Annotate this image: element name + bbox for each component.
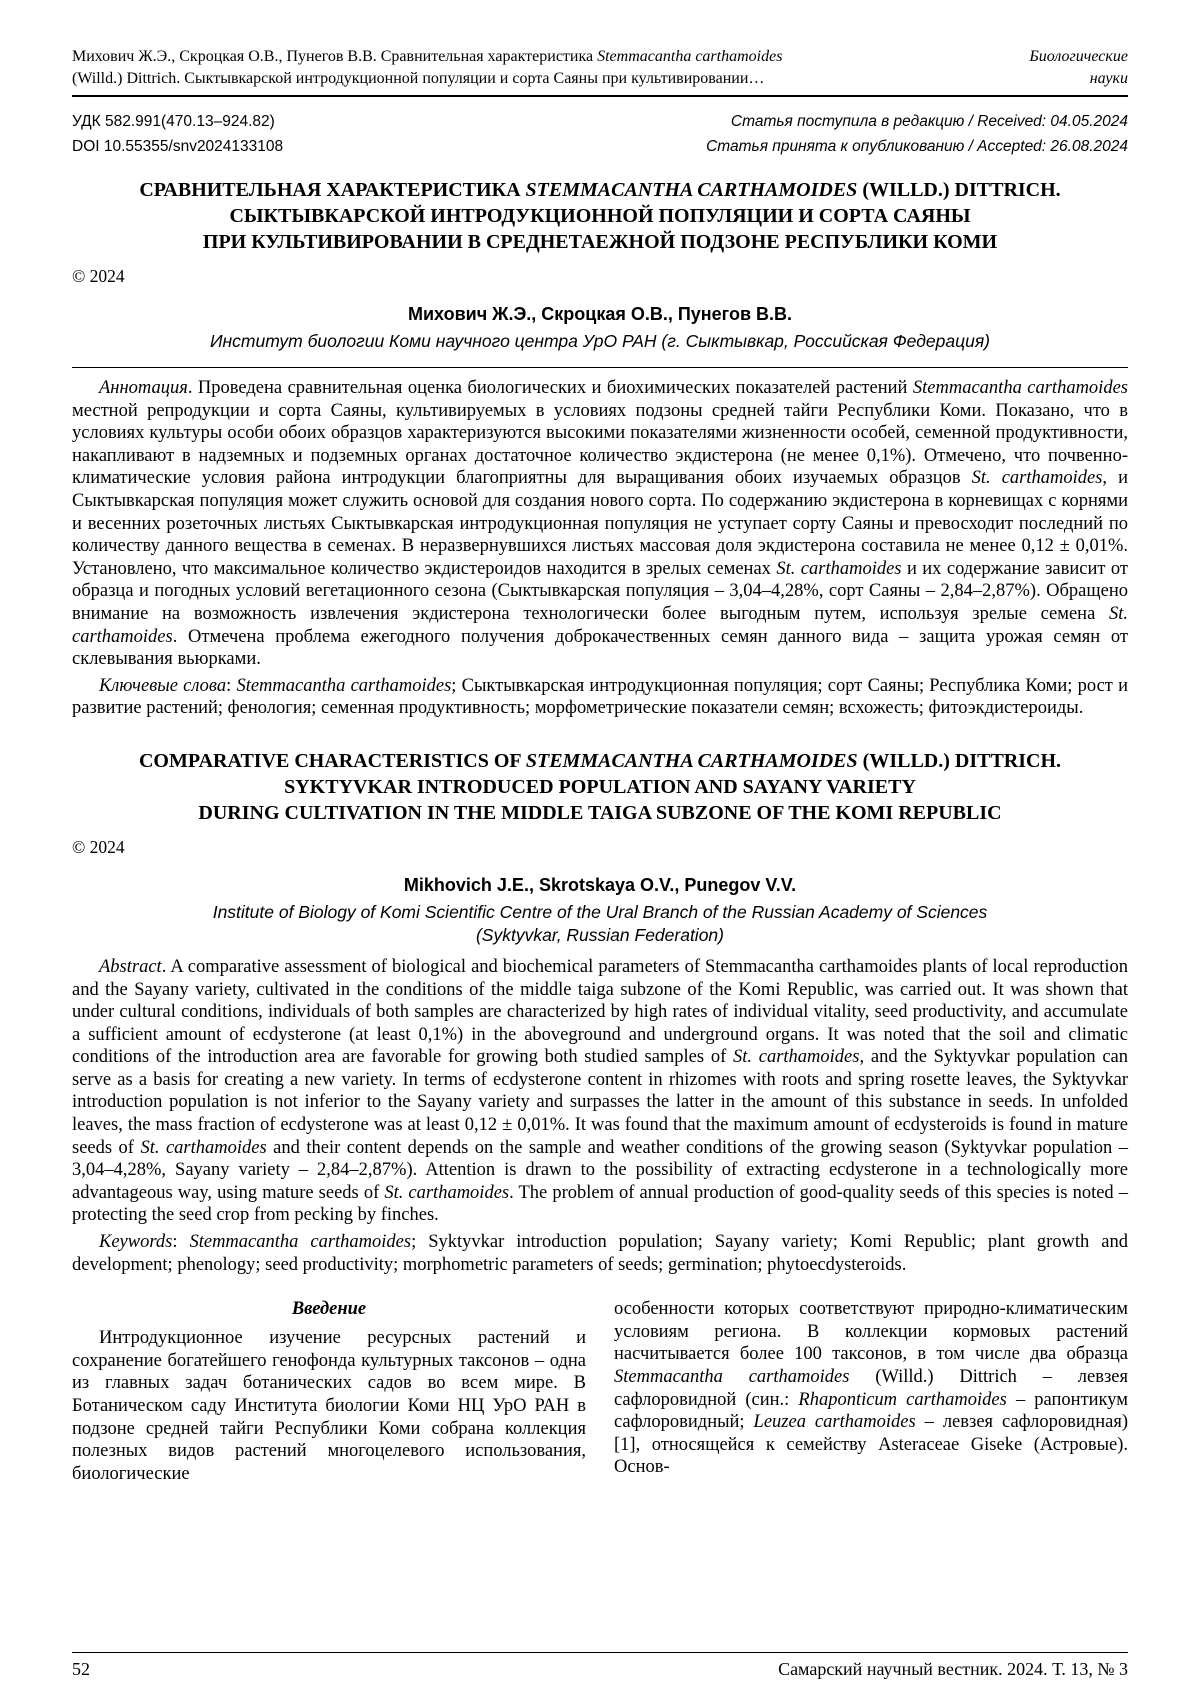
running-head (72, 46, 1128, 90)
running-head-section-line1: Биологические (1029, 48, 1128, 65)
section-heading-introduction: Введение (291, 1299, 367, 1320)
affiliation-ru: Институт биологии Коми научного центра УрО РАН (г. Сыктывкар, Российская Федерация) (209, 331, 990, 351)
intro-paragraph-right: особенности которых соответствуют природно-климатическим условиям региона. В коллекции кормовых растений насчитывается более 100 таксонов, в том числе два образца Stemmacantha carthamoides (Willd.) Dittrich – левзея сафлоровидной (син.: Rhaponticum carthamoides – рапонтикум сафлоровидный; Leuzea carthamoides – левзея сафлоровидная) [1], относящейся к семейству Asteraceae Giseke (Астровые). Основ- (614, 1299, 1128, 1478)
article-title-ru (72, 177, 1128, 255)
header-rule (72, 95, 1128, 97)
copyright-ru: © 2024 (72, 266, 125, 286)
meta-identifiers (72, 109, 283, 159)
abstract-ru: Аннотация. Проведена сравнительная оценка биологических и биохимических показателей растений Stemmacantha carthamoides местной репродукции и сорта Саяны, культивируемых в условиях подзоны средней тайги Республики Коми. Показано, что в условиях культуры особи обоих образцов характеризуются высокими показателями жизненности особей, семенной продуктивности, накапливают в надземных и подземных органах достаточное количество экдистерона (не менее 0,1%). Отмечено, что почвенно-климатические условия района интродукции благоприятны для выращивания обоих изучаемых образцов St. carthamoides, и Сыктывкарская популяция может служить основой для создания нового сорта. По содержанию экдистерона в корневищах с корнями и весенних розеточных листьях Сыктывкарская интродукционная популяция не уступает сорту Саяны и превосходит последний по количеству данного вещества в семенах. В неразвернувшихся листьях массовая доля экдистерона составила не менее 0,12 ± 0,01%. Установлено, что максимальное количество экдистероидов находится в зрелых семенах St. carthamoides и их содержание зависит от образца и погодных условий вегетационного сезона (Сыктывкарская популяция – 3,04–4,28%, сорт Саяны – 2,84–2,87%). Обращено внимание на возможность извлечения экдистерона технологически более выгодным путем, используя зрелые семена St. carthamoides. Отмечена проблема ежегодного получения доброкачественных семян данного вида – защита урожая семян от склевывания вьюрками. (72, 378, 1128, 670)
article-meta (72, 109, 1128, 159)
right-column (614, 1298, 1128, 1485)
abstract-rule (72, 367, 1128, 368)
running-head-line1 (72, 46, 1128, 68)
title-en-line1: COMPARATIVE CHARACTERISTICS OF STEMMACANTHA CARTHAMOIDES (WILLD.) DITTRICH. (138, 749, 1062, 772)
running-head-line2 (72, 68, 1128, 90)
doi-code: DOI 10.55355/snv2024133108 (72, 138, 284, 155)
title-ru-line2: СЫКТЫВКАРСКОЙ ИНТРОДУКЦИОННОЙ ПОПУЛЯЦИИ И СОРТА САЯНЫ (229, 205, 971, 227)
page-number: 52 (72, 1659, 90, 1679)
running-head-title-line1: Михович Ж.Э., Скроцкая О.В., Пунегов В.В. Сравнительная характеристика Stemmacantha carthamoides (72, 48, 783, 65)
title-en-line2: SYKTYVKAR INTRODUCED POPULATION AND SAYANY VARIETY (284, 775, 916, 798)
meta-dates (706, 109, 1128, 159)
affiliation-en (72, 901, 1128, 947)
footer-row (72, 1657, 1128, 1681)
affiliation-en-line2: (Syktyvkar, Russian Federation) (475, 924, 724, 945)
article-title-en (72, 748, 1128, 826)
received-date: Статья поступила в редакцию / Received: 04.05.2024 (730, 113, 1128, 130)
left-column (72, 1298, 586, 1485)
journal-reference: Самарский научный вестник. 2024. Т. 13, № 3 (778, 1659, 1128, 1679)
two-column-section (72, 1298, 1128, 1485)
affiliation-en-line1: Institute of Biology of Komi Scientific Centre of the Ural Branch of the Russian Academy of Sciences (212, 901, 988, 922)
accepted-date: Статья принята к опубликованию / Accepted: 26.08.2024 (706, 138, 1128, 155)
running-head-section-line2: науки (1089, 70, 1128, 87)
authors-en: Mikhovich J.E., Skrotskaya O.V., Punegov V.V. (403, 874, 797, 895)
keywords-ru: Ключевые слова: Stemmacantha carthamoides; Сыктывкарская интродукционная популяция; сорт Саяны; Республика Коми; рост и развитие растений; фенология; семенная продуктивность; морфометрические показатели семян; всхожесть; фитоэкдистероиды. (72, 675, 1128, 719)
running-head-title-line2: (Willd.) Dittrich. Сыктывкарской интродукционной популяции и сорта Саяны при культивировании… (72, 70, 765, 87)
title-ru-line3: ПРИ КУЛЬТИВИРОВАНИИ В СРЕДНЕТАЕЖНОЙ ПОДЗОНЕ РЕСПУБЛИКИ КОМИ (202, 231, 998, 253)
keywords-en: Keywords: Stemmacantha carthamoides; Syktyvkar introduction population; Sayany variety; Komi Republic; plant growth and development; phenology; seed productivity; morphometric parameters of seeds; germination; phytoecdysteroids. (72, 1232, 1129, 1275)
page-footer (72, 1652, 1128, 1681)
title-en-line3: DURING CULTIVATION IN THE MIDDLE TAIGA SUBZONE OF THE KOMI REPUBLIC (198, 801, 1002, 824)
copyright-en: © 2024 (72, 836, 125, 857)
title-ru-line1: СРАВНИТЕЛЬНАЯ ХАРАКТЕРИСТИКА STEMMACANTHA CARTHAMOIDES (WILLD.) DITTRICH. (139, 179, 1061, 201)
footer-rule (72, 1652, 1128, 1653)
udc-code: УДК 582.991(470.13–924.82) (72, 113, 275, 130)
abstract-en: Abstract. A comparative assessment of biological and biochemical parameters of Stemmacantha carthamoides plants of local reproduction and the Sayany variety, cultivated in the conditions of the middle taiga subzone of the Komi Republic, was carried out. It was shown that under cultural conditions, individuals of both samples are characterized by high rates of individual vitality, seed productivity, and accumulate a sufficient amount of ecdysterone (at least 0,1%) in the aboveground and underground organs. It was noted that the soil and climatic conditions of the introduction area are favorable for growing both studied samples of St. carthamoides, and the Syktyvkar population can serve as a basis for creating a new variety. In terms of ecdysterone content in rhizomes with roots and spring rosette leaves, the Syktyvkar introduction population is not inferior to the Sayany variety and surpasses the latter in the amount of this substance in seeds. In unfolded leaves, the mass fraction of ecdysterone was at least 0,12 ± 0,01%. It was found that the maximum amount of ecdysteroids is found in mature seeds of St. carthamoides and their content depends on the sample and weather conditions of the growing season (Syktyvkar population – 3,04–4,28%, Sayany variety – 2,84–2,87%). Attention is drawn to the possibility of extracting ecdysterone in a technologically more advantageous way, using mature seeds of St. carthamoides. The problem of annual production of good-quality seeds of this species is noted – protecting the seed crop from pecking by finches. (72, 956, 1129, 1226)
authors-ru: Михович Ж.Э., Скроцкая О.В., Пунегов В.В. (407, 304, 793, 324)
intro-paragraph-left: Интродукционное изучение ресурсных растений и сохранение богатейшего генофонда культурных таксонов – одна из главных задач ботанических садов во всем мире. В Ботаническом саду Института биологии Коми НЦ УрО РАН в подзоне средней тайги Республики Коми собрана коллекция полезных видов растений многоцелевого использования, биологические (72, 1328, 586, 1484)
